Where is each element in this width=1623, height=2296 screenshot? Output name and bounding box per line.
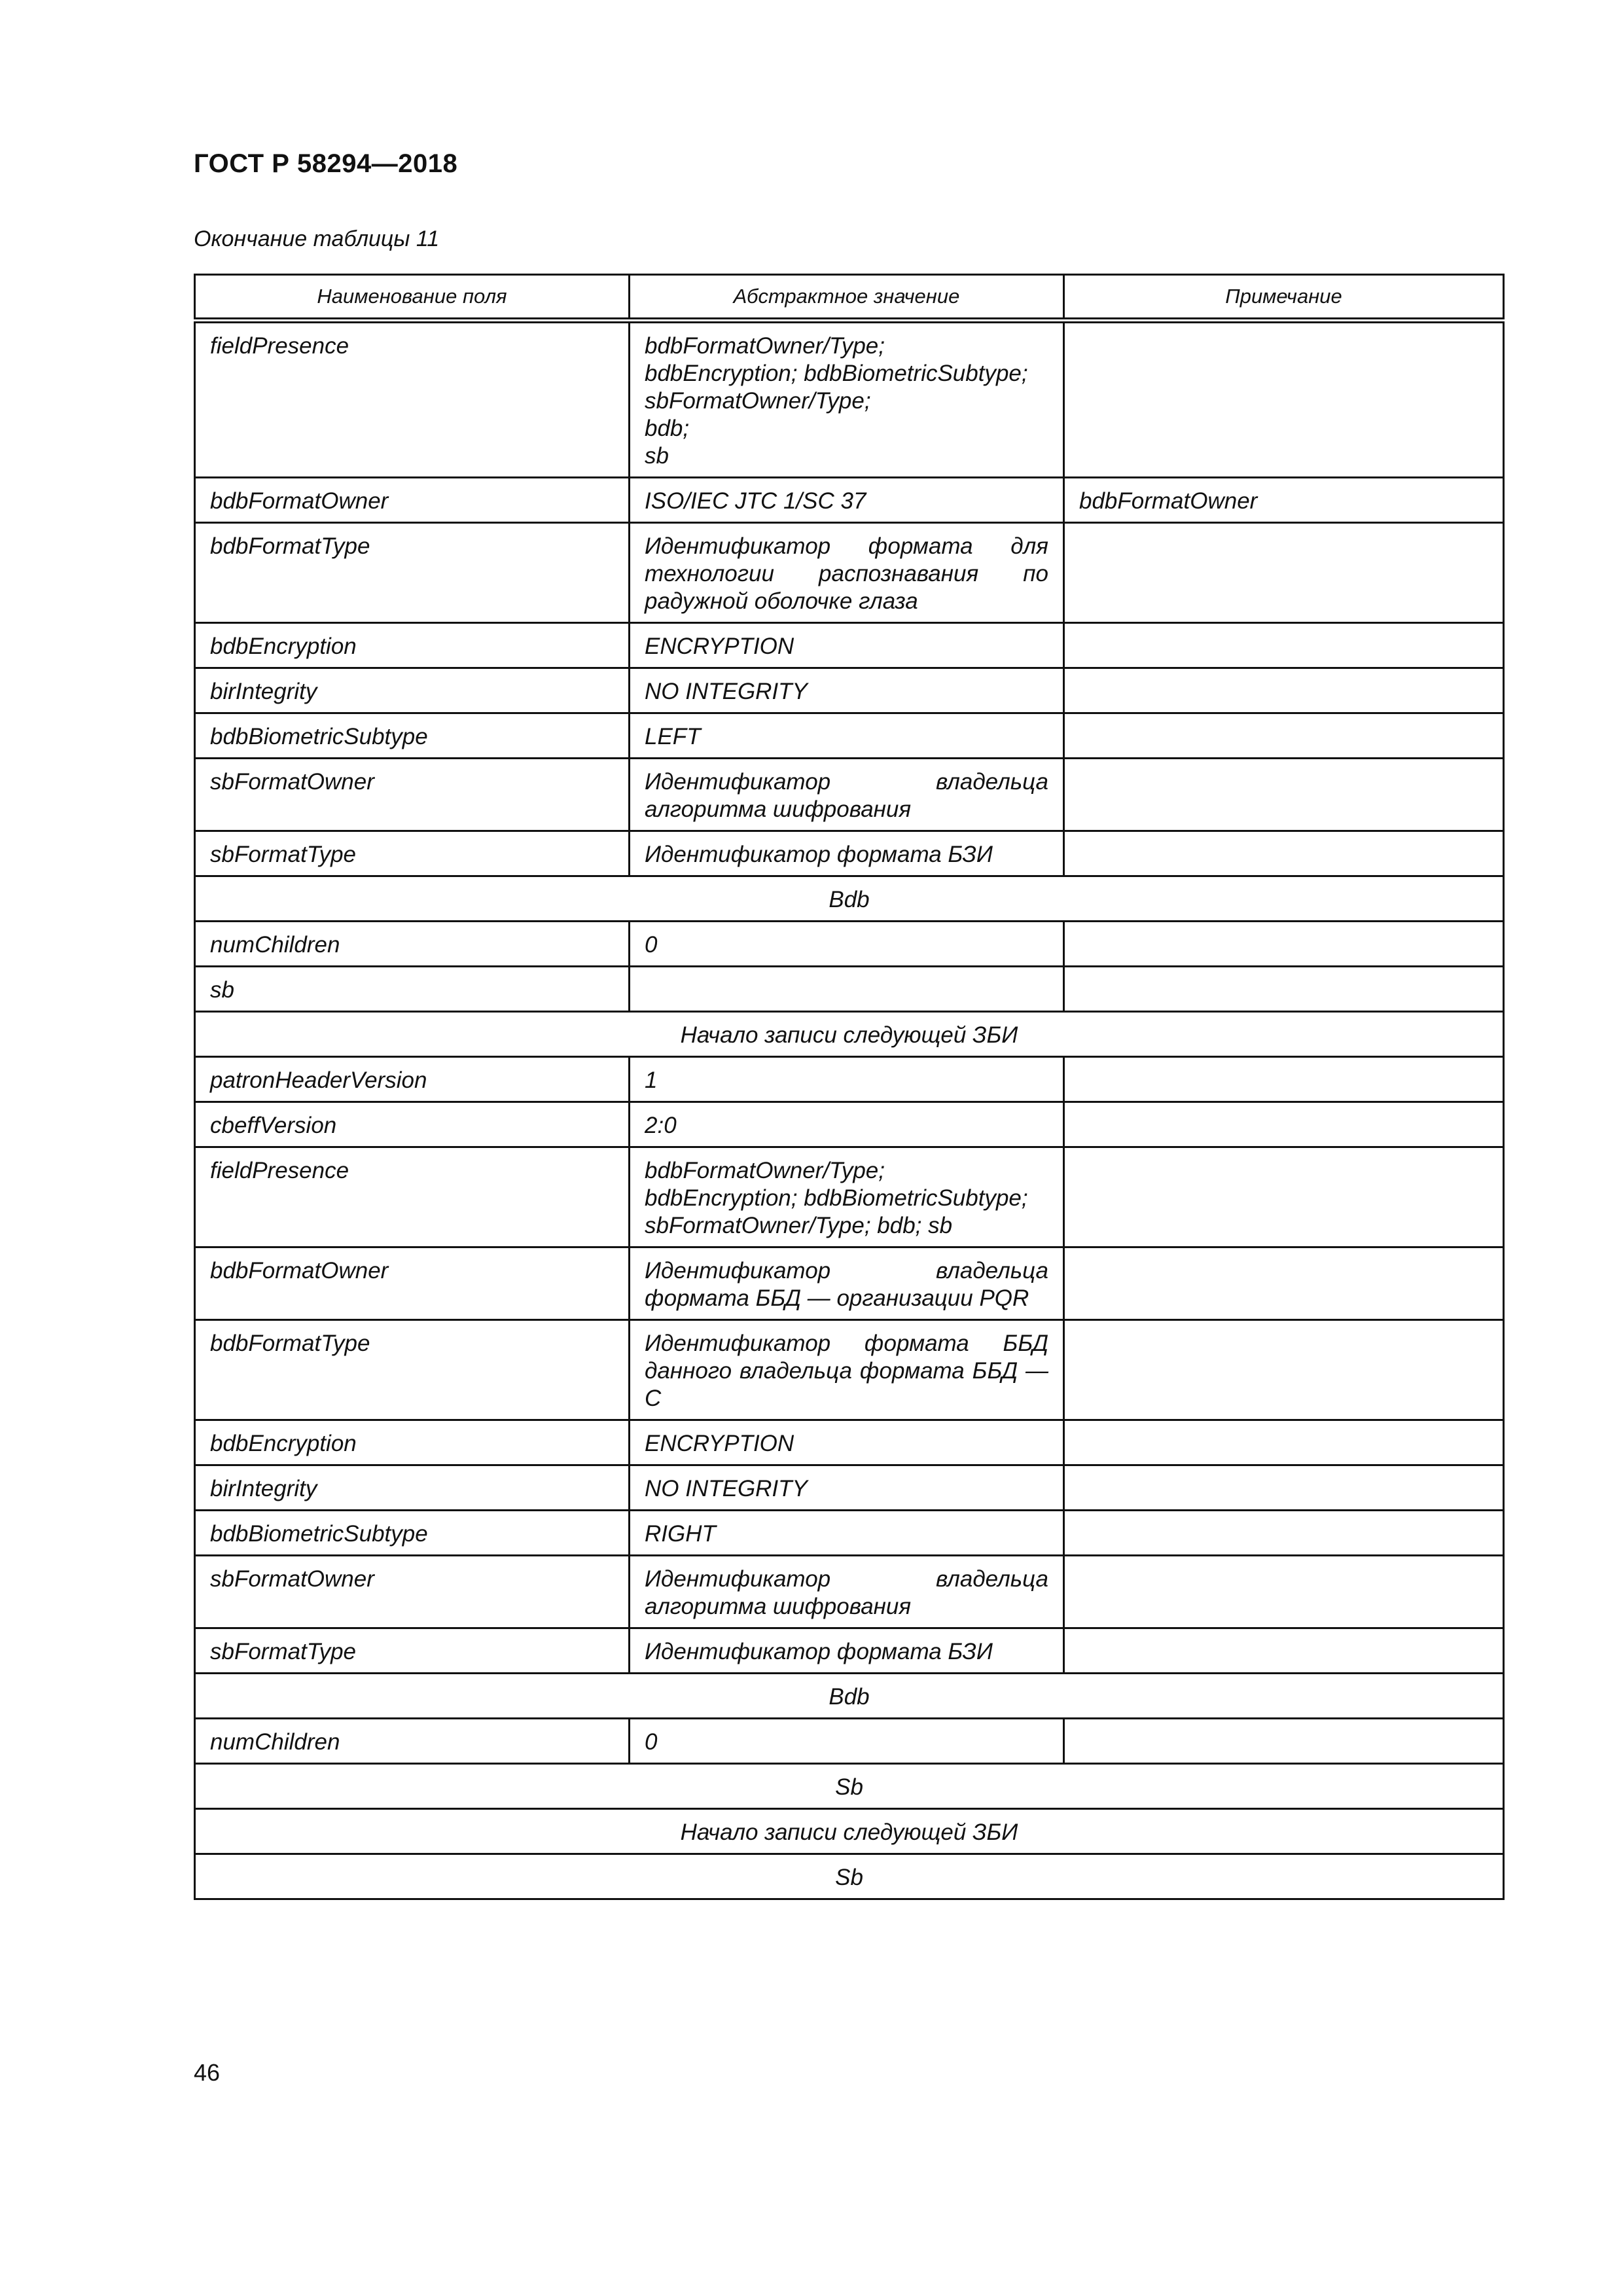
table-row xyxy=(195,1320,1504,1420)
abstract-value-cell: 2:0 xyxy=(630,1102,1064,1147)
field-name-cell: numChildren xyxy=(195,1719,630,1764)
section-label: Bdb xyxy=(195,876,1504,922)
abstract-value-cell: Идентификатор формата ББД данного владельца формата ББД — C xyxy=(630,1320,1064,1420)
table-row xyxy=(195,668,1504,713)
table-row xyxy=(195,1556,1504,1628)
field-name-cell: bdbFormatType xyxy=(195,1320,630,1420)
note-cell xyxy=(1064,623,1504,668)
abstract-value-cell: NO INTEGRITY xyxy=(630,668,1064,713)
field-name-cell: sb xyxy=(195,967,630,1012)
table-header-row xyxy=(195,275,1504,321)
field-name-cell: bdbEncryption xyxy=(195,623,630,668)
field-name-cell: sbFormatType xyxy=(195,831,630,876)
table-row xyxy=(195,1628,1504,1674)
table-row xyxy=(195,523,1504,623)
note-cell xyxy=(1064,1628,1504,1674)
abstract-value-cell: Идентификатор формата БЗИ xyxy=(630,1628,1064,1674)
document-header: ГОСТ Р 58294—2018 xyxy=(194,149,458,178)
abstract-value-cell: ISO/IEC JTC 1/SC 37 xyxy=(630,478,1064,523)
field-name-cell: bdbFormatOwner xyxy=(195,1247,630,1320)
section-label: Начало записи следующей ЗБИ xyxy=(195,1012,1504,1057)
field-name-cell: patronHeaderVersion xyxy=(195,1057,630,1102)
abstract-value-cell: NO INTEGRITY xyxy=(630,1465,1064,1511)
table-row xyxy=(195,1247,1504,1320)
table-row xyxy=(195,713,1504,759)
table-row xyxy=(195,759,1504,831)
abstract-value-cell: Идентификатор владельца алгоритма шифрования xyxy=(630,759,1064,831)
abstract-value-cell: LEFT xyxy=(630,713,1064,759)
field-name-cell: numChildren xyxy=(195,922,630,967)
table-row xyxy=(195,623,1504,668)
field-name-cell: bdbBiometricSubtype xyxy=(195,1511,630,1556)
table-row xyxy=(195,1511,1504,1556)
abstract-value-cell: 0 xyxy=(630,1719,1064,1764)
table-row xyxy=(195,1102,1504,1147)
abstract-value-cell: RIGHT xyxy=(630,1511,1064,1556)
table-row xyxy=(195,1465,1504,1511)
note-cell xyxy=(1064,1320,1504,1420)
field-name-cell: sbFormatType xyxy=(195,1628,630,1674)
abstract-value-cell: bdbFormatOwner/Type; bdbEncryption; bdbBiometricSubtype; sbFormatOwner/Type; bdb; sb xyxy=(630,321,1064,478)
note-cell: bdbFormatOwner xyxy=(1064,478,1504,523)
section-label: Sb xyxy=(195,1854,1504,1899)
page-number: 46 xyxy=(194,2059,221,2086)
specification-table xyxy=(194,274,1505,1900)
note-cell xyxy=(1064,759,1504,831)
table-caption: Окончание таблицы 11 xyxy=(194,226,440,251)
note-cell xyxy=(1064,1147,1504,1247)
abstract-value-cell: Идентификатор владельца формата ББД — организации PQR xyxy=(630,1247,1064,1320)
note-cell xyxy=(1064,1556,1504,1628)
table-row xyxy=(195,1420,1504,1465)
table-row xyxy=(195,1719,1504,1764)
note-cell xyxy=(1064,1247,1504,1320)
column-header-field-name: Наименование поля xyxy=(195,275,630,321)
abstract-value-cell: ENCRYPTION xyxy=(630,623,1064,668)
table-section-row xyxy=(195,1809,1504,1854)
note-cell xyxy=(1064,1719,1504,1764)
field-name-cell: bdbFormatType xyxy=(195,523,630,623)
field-name-cell: bdbFormatOwner xyxy=(195,478,630,523)
field-name-cell: birIntegrity xyxy=(195,668,630,713)
note-cell xyxy=(1064,668,1504,713)
abstract-value-cell: Идентификатор формата БЗИ xyxy=(630,831,1064,876)
field-name-cell: birIntegrity xyxy=(195,1465,630,1511)
column-header-note: Примечание xyxy=(1064,275,1504,321)
abstract-value-cell: bdbFormatOwner/Type; bdbEncryption; bdbBiometricSubtype; sbFormatOwner/Type; bdb; sb xyxy=(630,1147,1064,1247)
table-row xyxy=(195,831,1504,876)
note-cell xyxy=(1064,1420,1504,1465)
note-cell xyxy=(1064,922,1504,967)
note-cell xyxy=(1064,967,1504,1012)
abstract-value-cell: 0 xyxy=(630,922,1064,967)
abstract-value-cell: ENCRYPTION xyxy=(630,1420,1064,1465)
note-cell xyxy=(1064,1465,1504,1511)
abstract-value-cell xyxy=(630,967,1064,1012)
field-name-cell: sbFormatOwner xyxy=(195,1556,630,1628)
table-body xyxy=(195,321,1504,1899)
table-section-row xyxy=(195,1854,1504,1899)
table-row xyxy=(195,967,1504,1012)
abstract-value-cell: 1 xyxy=(630,1057,1064,1102)
table-row xyxy=(195,321,1504,478)
abstract-value-cell: Идентификатор владельца алгоритма шифрования xyxy=(630,1556,1064,1628)
table-section-row xyxy=(195,876,1504,922)
note-cell xyxy=(1064,831,1504,876)
note-cell xyxy=(1064,523,1504,623)
field-name-cell: cbeffVersion xyxy=(195,1102,630,1147)
section-label: Bdb xyxy=(195,1674,1504,1719)
abstract-value-cell: Идентификатор формата для технологии распознавания по радужной оболочке глаза xyxy=(630,523,1064,623)
field-name-cell: fieldPresence xyxy=(195,321,630,478)
field-name-cell: bdbBiometricSubtype xyxy=(195,713,630,759)
table-row xyxy=(195,922,1504,967)
field-name-cell: fieldPresence xyxy=(195,1147,630,1247)
field-name-cell: sbFormatOwner xyxy=(195,759,630,831)
note-cell xyxy=(1064,321,1504,478)
section-label: Начало записи следующей ЗБИ xyxy=(195,1809,1504,1854)
note-cell xyxy=(1064,1102,1504,1147)
table-row xyxy=(195,478,1504,523)
note-cell xyxy=(1064,1057,1504,1102)
table-row xyxy=(195,1147,1504,1247)
note-cell xyxy=(1064,713,1504,759)
table-section-row xyxy=(195,1674,1504,1719)
field-name-cell: bdbEncryption xyxy=(195,1420,630,1465)
table-section-row xyxy=(195,1764,1504,1809)
table-section-row xyxy=(195,1012,1504,1057)
note-cell xyxy=(1064,1511,1504,1556)
section-label: Sb xyxy=(195,1764,1504,1809)
table-row xyxy=(195,1057,1504,1102)
column-header-abstract-value: Абстрактное значение xyxy=(630,275,1064,321)
